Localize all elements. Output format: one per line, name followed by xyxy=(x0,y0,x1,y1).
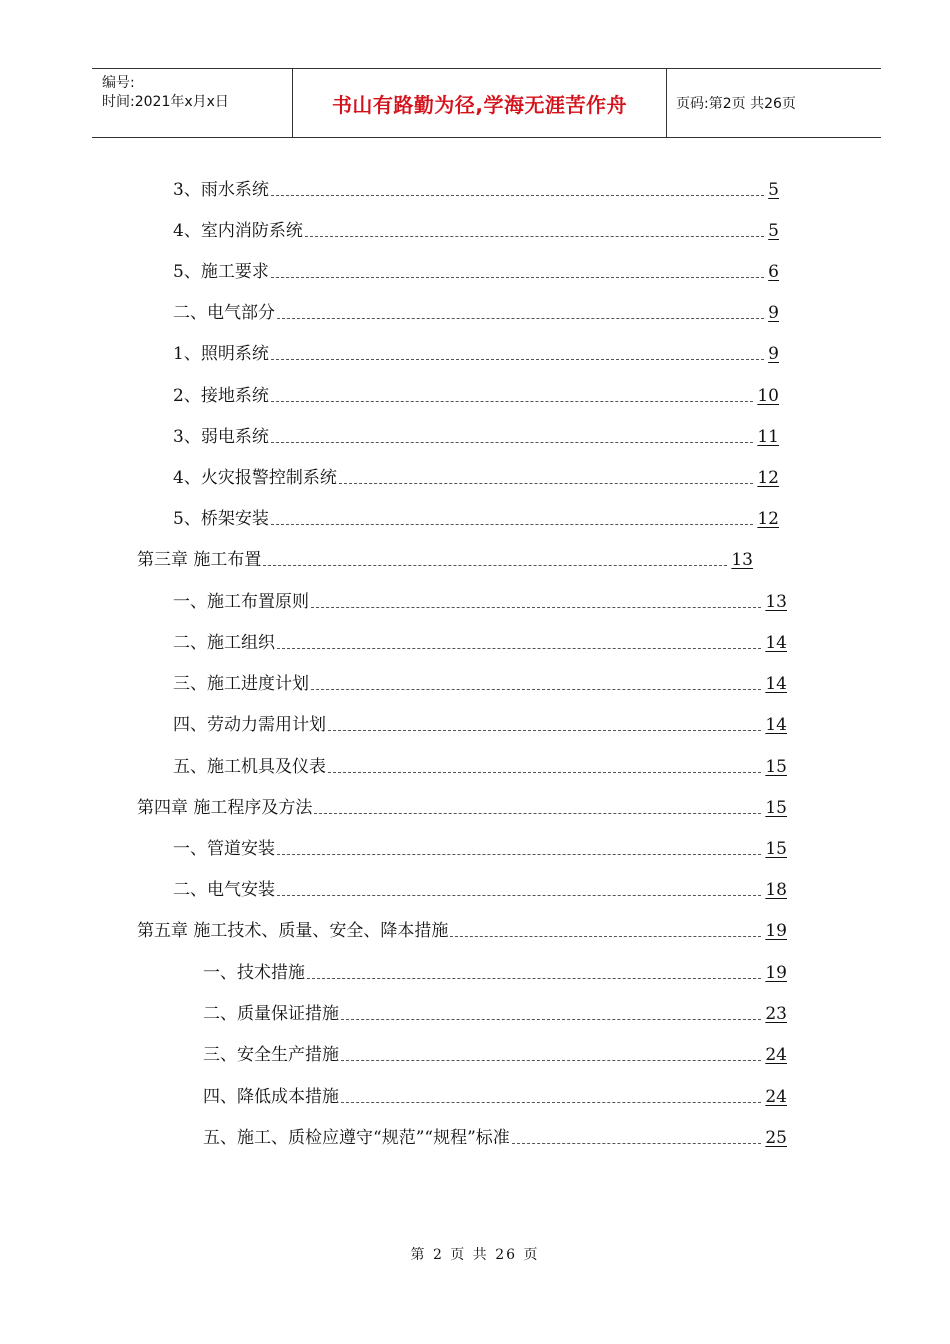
toc-entry-page: 5 xyxy=(768,180,779,200)
toc-leader xyxy=(277,318,764,319)
toc-entry[interactable] xyxy=(173,340,779,364)
toc-entry-page: 12 xyxy=(757,468,779,488)
toc-chapter-entry[interactable] xyxy=(137,546,753,570)
toc-chapter-entry[interactable] xyxy=(137,917,787,941)
toc-entry-title: 3、弱电系统 xyxy=(173,427,269,447)
toc-entry-page: 15 xyxy=(765,839,787,859)
toc-entry[interactable] xyxy=(203,959,787,983)
toc-leader xyxy=(271,359,764,360)
header-motto: 书山有路勤为径,学海无涯苦作舟 xyxy=(331,92,628,117)
toc-entry-page: 14 xyxy=(765,674,787,694)
toc-entry-title: 二、电气部分 xyxy=(173,303,275,323)
header-page-cell xyxy=(666,69,881,137)
toc-entry-page: 6 xyxy=(768,262,779,282)
toc-entry-page: 13 xyxy=(765,592,787,612)
toc-entry-page: 5 xyxy=(768,221,779,241)
toc-leader xyxy=(314,813,761,814)
toc-entry-title: 三、安全生产措施 xyxy=(203,1045,339,1065)
toc-leader xyxy=(271,277,764,278)
toc-entry[interactable] xyxy=(173,423,779,447)
toc-entry-title: 二、质量保证措施 xyxy=(203,1004,339,1024)
toc-entry-title: 1、照明系统 xyxy=(173,344,269,364)
toc-entry-title: 第三章 施工布置 xyxy=(137,550,262,570)
toc-entry[interactable] xyxy=(203,1041,787,1065)
toc-leader xyxy=(271,442,754,443)
toc-leader xyxy=(328,730,761,731)
toc-leader xyxy=(271,524,754,525)
toc-entry[interactable] xyxy=(203,1124,787,1148)
toc-leader xyxy=(339,483,754,484)
toc-leader xyxy=(341,1060,761,1061)
toc-entry-title: 三、施工进度计划 xyxy=(173,674,309,694)
toc-leader xyxy=(311,607,761,608)
toc-entry[interactable] xyxy=(173,588,787,612)
toc-entry-title: 5、施工要求 xyxy=(173,262,269,282)
toc-leader xyxy=(328,772,761,773)
toc-leader xyxy=(277,648,761,649)
toc-entry-title: 3、雨水系统 xyxy=(173,180,269,200)
toc-entry[interactable] xyxy=(173,464,779,488)
toc-leader xyxy=(305,236,764,237)
toc-entry-page: 15 xyxy=(765,757,787,777)
toc-entry-page: 9 xyxy=(768,344,779,364)
header-page-info: 页码:第2页 共26页 xyxy=(676,96,796,112)
toc-leader xyxy=(450,936,761,937)
toc-leader xyxy=(341,1102,761,1103)
document-number-label: 编号: xyxy=(102,75,135,91)
toc-entry-title: 4、室内消防系统 xyxy=(173,221,303,241)
toc-entry-title: 第五章 施工技术、质量、安全、降本措施 xyxy=(137,921,449,941)
toc-entry[interactable] xyxy=(173,629,787,653)
toc-entry-title: 二、电气安装 xyxy=(173,880,275,900)
toc-entry-page: 19 xyxy=(765,963,787,983)
page-header xyxy=(92,68,881,138)
toc-entry-title: 二、施工组织 xyxy=(173,633,275,653)
toc-leader xyxy=(263,565,727,566)
toc-entry-title: 5、桥架安装 xyxy=(173,509,269,529)
toc-entry[interactable] xyxy=(173,258,779,282)
toc-entry-title: 一、管道安装 xyxy=(173,839,275,859)
toc-entry-title: 四、劳动力需用计划 xyxy=(173,715,326,735)
toc-entry-title: 五、施工、质检应遵守“规范”“规程”标准 xyxy=(203,1128,510,1148)
toc-entry-page: 9 xyxy=(768,303,779,323)
toc-entry[interactable] xyxy=(173,505,779,529)
toc-leader xyxy=(512,1143,762,1144)
toc-entry[interactable] xyxy=(173,835,787,859)
toc-entry[interactable] xyxy=(173,382,779,406)
header-left-cell xyxy=(92,69,292,137)
page-footer: 第 2 页 共 26 页 xyxy=(410,1247,540,1263)
toc-entry-page: 12 xyxy=(757,509,779,529)
toc-entry[interactable] xyxy=(173,670,787,694)
toc-entry-title: 第四章 施工程序及方法 xyxy=(137,798,313,818)
toc-leader xyxy=(277,854,761,855)
toc-entry-page: 11 xyxy=(757,427,779,447)
toc-entry-page: 23 xyxy=(765,1004,787,1024)
document-time-label: 时间:2021年x月x日 xyxy=(102,94,229,110)
toc-entry-page: 14 xyxy=(765,715,787,735)
toc-entry-page: 18 xyxy=(765,880,787,900)
toc-entry-page: 13 xyxy=(731,550,753,570)
toc-leader xyxy=(271,195,764,196)
toc-leader xyxy=(341,1019,761,1020)
toc-entry-page: 10 xyxy=(757,386,779,406)
toc-entry[interactable] xyxy=(173,176,779,200)
toc-entry[interactable] xyxy=(173,299,779,323)
toc-leader xyxy=(307,978,761,979)
toc-entry-page: 25 xyxy=(765,1128,787,1148)
toc-entry-title: 4、火灾报警控制系统 xyxy=(173,468,337,488)
toc-entry[interactable] xyxy=(173,876,787,900)
toc-entry[interactable] xyxy=(173,217,779,241)
toc-entry-page: 14 xyxy=(765,633,787,653)
toc-leader xyxy=(277,895,761,896)
toc-entry[interactable] xyxy=(203,1083,787,1107)
toc-entry-title: 四、降低成本措施 xyxy=(203,1087,339,1107)
toc-entry-page: 19 xyxy=(765,921,787,941)
toc-entry-title: 五、施工机具及仪表 xyxy=(173,757,326,777)
toc-entry[interactable] xyxy=(173,753,787,777)
toc-chapter-entry[interactable] xyxy=(137,794,787,818)
toc-entry-title: 2、接地系统 xyxy=(173,386,269,406)
toc-leader xyxy=(311,689,761,690)
toc-entry[interactable] xyxy=(203,1000,787,1024)
toc-entry[interactable] xyxy=(173,711,787,735)
toc-entry-title: 一、施工布置原则 xyxy=(173,592,309,612)
toc-entry-page: 15 xyxy=(765,798,787,818)
toc-entry-title: 一、技术措施 xyxy=(203,963,305,983)
toc-leader xyxy=(271,401,754,402)
header-motto-cell xyxy=(292,69,667,137)
toc-entry-page: 24 xyxy=(765,1087,787,1107)
toc-entry-page: 24 xyxy=(765,1045,787,1065)
